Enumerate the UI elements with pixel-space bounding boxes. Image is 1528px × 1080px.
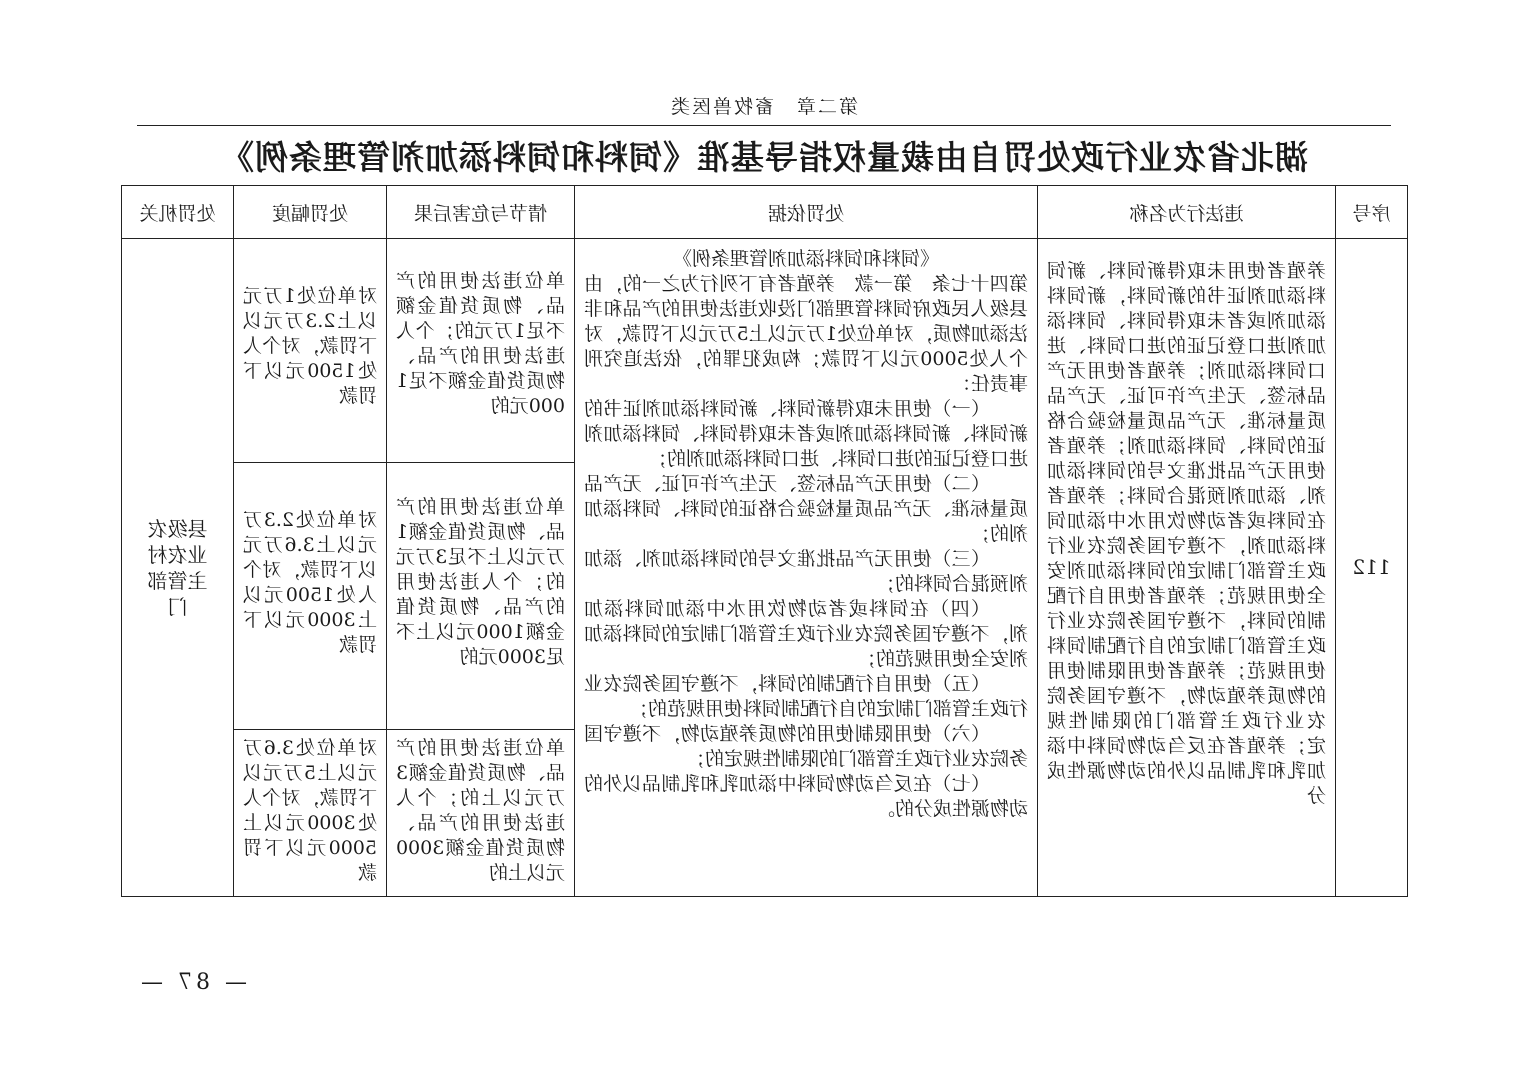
range-cell-2: 对单位处2.3万元以上3.6万元以下罚款，对个人处1500元以上3000元以下罚款 <box>234 463 387 730</box>
chapter-header-text: 第二章 畜牧兽医类 <box>669 96 859 118</box>
basis-item-3: （三）使用无产品批准文号的饲料添加剂、添加剂预混合饲料的； <box>584 548 1028 595</box>
chapter-header <box>0 92 1528 119</box>
basis-item-5: （五）使用自行配制的饲料，不遵守国务院农业行政主管部门制定的自行配制饲料使用规范的； <box>584 673 1028 720</box>
basis-title: 《饲料和饲料添加剂管理条例》 <box>673 248 940 270</box>
document-title-text: 湖北省农业行政处罚自由裁量权指导基准《饲料和饲料添加剂管理条例》 <box>220 138 1308 177</box>
basis-item-1: （一）使用未取得新饲料、新饲料添加剂证书的新饲料、新饲料添加剂或者未取得饲料、饲料添加剂进口登记证的进口饲料、进口饲料添加剂的； <box>584 398 1028 470</box>
column-header-authority: 处罚机关 <box>122 186 234 239</box>
authority-cell: 县级农业农村主管部门 <box>122 239 234 897</box>
table-row <box>122 239 1408 463</box>
table-header-row <box>122 186 1408 239</box>
header-rule <box>137 125 1391 126</box>
violation-cell: 养殖者使用未取得新饲料、新饲料添加剂证书的新饲料，新饲料添加剂或者未取得饲料、饲料添加剂进口登记证的进口饲料、进口饲料添加剂；养殖者使用无产品标签、无生产许可证、无产品质量标准、无产品质量检验合格证的饲料、饲料添加剂；养殖者使用无产品批准文号的饲料添加剂、添加剂预混合饲料；养殖者在饲料或者动物饮用水中添加饲料添加剂，不遵守国务院农业行政主管部门制定的饲料添加剂安全使用规范；养殖者使用自行配制的饲料，不遵守国务院农业行政主管部门制定的自行配制饲料使用规范；养殖者使用限制使用的物质养殖动物，不遵守国务院农业行政主管部门的限制性规定；养殖者在反刍动物饲料中添加乳和乳制品以外的动物源性成分 <box>1038 239 1336 897</box>
basis-item-7: （七）在反刍动物饲料中添加乳和乳制品以外的动物源性成分的。 <box>584 773 1028 820</box>
basis-intro: 第四十七条 第一款 养殖者有下列行为之一的，由县级人民政府饲料管理部门没收违法使用的产品和非法添加物质，对单位处1万元以上5万元以下罚款，对个人处5000元以下罚款；构成犯罪的，依法追究刑事责任： <box>584 273 1028 395</box>
document-title <box>0 132 1528 179</box>
page-number-text: — 87 — <box>137 970 247 995</box>
circumstance-cell-2: 单位违法使用的产品、物质货值金额1万元以上不足3万元的；个人违法使用的产品、物质货值金额1000元以上不足3000元的 <box>387 463 575 730</box>
basis-item-4: （四）在饲料或者动物饮用水中添加饲料添加剂，不遵守国务院农业行政主管部门制定的饲料添加剂安全使用规范的； <box>584 598 1028 670</box>
page-number <box>137 970 247 995</box>
column-header-circumstance: 情节与危害后果 <box>387 186 575 239</box>
range-cell-1: 对单位处1万元以上2.3万元以下罚款，对个人处1500元以下罚款 <box>234 239 387 463</box>
basis-item-6: （六）使用限制使用的物质养殖动物，不遵守国务院农业行政主管部门的限制性规定的； <box>584 723 1028 770</box>
seq-cell: 112 <box>1336 239 1408 897</box>
column-header-violation: 违法行为名称 <box>1038 186 1336 239</box>
column-header-range: 处罚幅度 <box>234 186 387 239</box>
circumstance-cell-3: 单位违法使用的产品、物质货值金额3万元以上的；个人违法使用的产品、物质货值金额3000元以上的 <box>387 730 575 897</box>
penalty-table <box>121 185 1407 887</box>
basis-item-2: （二）使用无产品标签、无生产许可证、无产品质量标准、无产品质量检验合格证的饲料、饲料添加剂的； <box>584 473 1028 545</box>
range-cell-3: 对单位处3.6万元以上5万元以下罚款，对个人处3000元以上5000元以下罚款 <box>234 730 387 897</box>
basis-cell <box>575 239 1038 897</box>
circumstance-cell-1: 单位违法使用的产品、物质货值金额不足1万元的；个人违法使用的产品、物质货值金额不足1000元的 <box>387 239 575 463</box>
column-header-seq: 序号 <box>1336 186 1408 239</box>
column-header-basis: 处罚依据 <box>575 186 1038 239</box>
